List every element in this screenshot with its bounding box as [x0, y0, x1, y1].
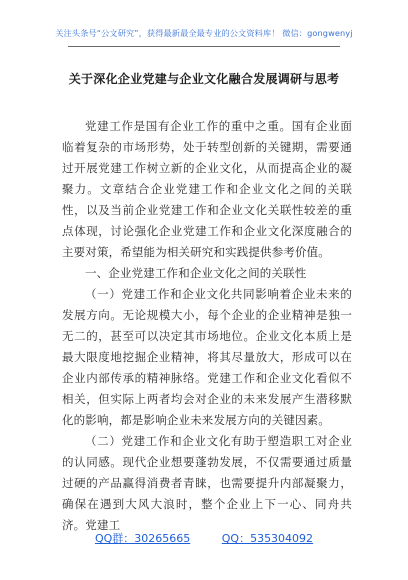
body-paragraph: （一）党建工作和企业文化共同影响着企业未来的发展方向。无论规模大小，每个企业的企业精神是独一无二的，甚至可以决定其市场地位。企业文化本质上是最大限度地挖掘企业精神，将其尽量放大，形成可以在企业内部传承的精神脉络。党建工作和企业文化看似不相关，但实际上两者均会对企业的未来发展产生潜移默化的影响，都是影响企业未来发展方向的关键因素。 [62, 287, 352, 427]
body-paragraph: （二）党建工作和企业文化有助于塑造职工对企业的认同感。现代企业想要蓬勃发展，不仅需要通过质量过硬的产品赢得消费者青睐，也需要提升内部凝聚力，确保在遇到大风大浪时，整个企业上下一心、同舟共济。党建工 [62, 434, 352, 532]
qq-group-link[interactable]: QQ群：30265665 [94, 532, 191, 545]
footer-contact [0, 530, 408, 546]
qq-link[interactable]: QQ：535304092 [221, 532, 314, 545]
section-heading: 一、企业党建工作和企业文化之间的关联性 [85, 266, 307, 280]
document-title: 关于深化企业党建与企业文化融合发展调研与思考 [68, 72, 340, 86]
intro-paragraph: 党建工作是国有企业工作的重中之重。国有企业面临着复杂的市场形势，处于转型创新的关键期，需要通过开展党建工作树立新的企业文化，从而提高企业的凝聚力。文章结合企业党建工作和企业文化之间的关联性，以及当前企业党建工作和企业文化关联性较差的重点体现，讨论强化企业党建工作和企业文化深度融合的主要对策，希望能为相关研究和实践提供参考价值。 [62, 119, 352, 259]
header-notice: 关注头条号“公文研究”，获得最新最全最专业的公文资料库！ 微信：gongwenyj [55, 28, 353, 38]
header-divider [68, 46, 340, 47]
document-body [62, 116, 352, 536]
